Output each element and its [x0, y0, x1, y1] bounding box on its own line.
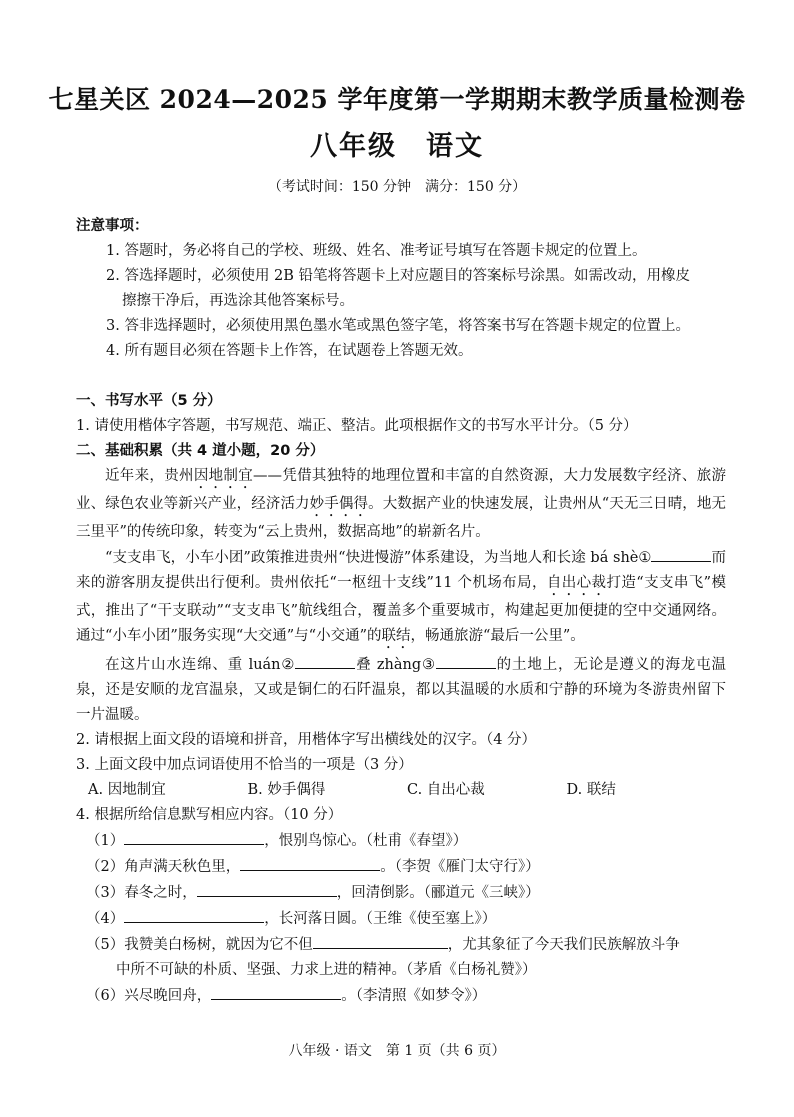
text-run: ，长河落日圆。（王维《使至塞上》）: [264, 911, 497, 927]
question-3-choices: [76, 778, 726, 803]
answer-blank-1[interactable]: [651, 545, 681, 562]
dotted-phrase: 因地制宜: [193, 468, 254, 484]
q4-item-4: [86, 906, 726, 932]
text-run: 近年来，贵州: [105, 468, 194, 484]
q4-item-1: [86, 828, 726, 854]
page-subtitle: 八年级 语文: [310, 131, 484, 162]
text-run: （4）: [86, 911, 125, 927]
section-1: [76, 389, 726, 1009]
answer-blank-1-cont[interactable]: [681, 545, 711, 562]
text-run: ，尤其象征了今天我们民族解放斗争: [447, 937, 680, 953]
passage-paragraph-1: [76, 464, 726, 545]
note-item-3: 3. 答非选择题时，必须使用黑色墨水笔或黑色签字笔，将答案书写在答题卡规定的位置上。: [106, 318, 690, 334]
text-run: 打造“支支串飞”模式，推出了“干支联动”“支支串飞”航线组合，覆盖多个重要城市，构建起更加便捷的空中交通网络。通过“小车小团”服务实现“大交通”与“小交通”的: [76, 575, 726, 644]
text-run: 叠 zhàng③: [355, 657, 436, 673]
note-item-1: 1. 答题时，务必将自己的学校、班级、姓名、准考证号填写在答题卡规定的位置上。: [106, 243, 647, 259]
text-run: “支支串飞，小车小团”政策推进贵州“快进慢游”体系建设，为当地人和长途 bá shè①: [105, 550, 652, 566]
text-run: （6）兴尽晚回舟，: [86, 988, 212, 1004]
answer-blank-q4-3[interactable]: [197, 880, 337, 897]
notes-section: [76, 214, 726, 364]
notes-heading: 注意事项：: [76, 218, 149, 234]
answer-blank-q4-4[interactable]: [124, 906, 264, 923]
q4-item-6: [86, 983, 726, 1009]
note-item-2: 2. 答选择题时，必须使用 2B 铅笔将答题卡上对应题目的答案标号涂黑。如需改动，用橡皮: [106, 268, 691, 284]
text-run: ，恨别鸟惊心。（杜甫《春望》）: [264, 833, 468, 849]
dotted-phrase: 联结: [381, 628, 411, 644]
choice-c[interactable]: C. 自出心裁: [407, 782, 485, 798]
exam-info: （考试时间：150 分钟 满分：150 分）: [267, 179, 527, 195]
note-item-2-cont: 擦擦干净后，再选涂其他答案标号。: [122, 293, 354, 309]
text-run: 。大数据产业的快速发展，让贵州从“天无三日晴，地无三里平”的传统印象，转变为“云上贵州，数据高地”的崭新名片。: [76, 496, 727, 540]
text-run: 。（李贺《雁门太守行》）: [380, 859, 540, 875]
passage-paragraph-3: [76, 652, 726, 728]
q4-item-5: [86, 932, 726, 958]
note-item-4: 4. 所有题目必须在答题卡上作答，在试题卷上答题无效。: [106, 343, 473, 359]
answer-blank-3[interactable]: [436, 652, 496, 669]
answer-blank-q4-5[interactable]: [313, 932, 448, 949]
question-4-items: [76, 828, 726, 1009]
text-run: ——凭借其独特的地理位置和丰富的自然资源，大力发展数字经济、旅游业、绿色农业等新兴产业，经济活力: [76, 468, 727, 512]
passage-paragraph-2: [76, 545, 726, 652]
text-run: ，畅通旅游“最后一公里”。: [410, 628, 585, 644]
choice-a[interactable]: A. 因地制宜: [88, 782, 166, 798]
text-run: ，回清倒影。（郦道元《三峡》）: [336, 885, 540, 901]
choice-b[interactable]: B. 妙手偶得: [247, 782, 326, 798]
dotted-phrase: 妙手偶得: [309, 496, 369, 512]
page-footer: 八年级 · 语文 第 1 页（共 6 页）: [288, 1043, 506, 1059]
text-run: （2）角声满天秋色里，: [86, 859, 241, 875]
choice-d[interactable]: D. 联结: [566, 782, 616, 798]
text-run: 而来的游客朋友提供出行便利。贵州依托“一枢纽十支线”11 个机场布局，: [76, 550, 726, 591]
dotted-phrase: 自出心裁: [546, 575, 607, 591]
text-run: （3）春冬之时，: [86, 885, 197, 901]
answer-blank-q4-1[interactable]: [124, 828, 264, 845]
text-run: 在这片山水连绵、重 luán②: [105, 657, 296, 673]
page-title: 七星关区 2024—2025 学年度第一学期期末教学质量检测卷: [48, 85, 746, 114]
text-run: （1）: [86, 833, 125, 849]
question-1: 1. 请使用楷体字答题，书写规范、端正、整洁。此项根据作文的书写水平计分。（5 分）: [76, 418, 638, 434]
answer-blank-q4-6[interactable]: [211, 983, 341, 1000]
answer-blank-2[interactable]: [295, 652, 355, 669]
text-run: 的土地上，无论是遵义的海龙屯温泉，还是安顺的龙宫温泉，又或是铜仁的石阡温泉，都以其温暖的水质和宁静的环境为冬游贵州留下一片温暖。: [76, 657, 726, 723]
q4-item-5-cont: 中所不可缺的朴质、坚强、力求上进的精神。（茅盾《白杨礼赞》）: [116, 962, 537, 978]
question-4: 4. 根据所给信息默写相应内容。（10 分）: [76, 807, 343, 823]
question-3: 3. 上面文段中加点词语使用不恰当的一项是（3 分）: [76, 757, 413, 773]
answer-blank-q4-2[interactable]: [240, 854, 380, 871]
section-1-heading: 一、书写水平（5 分）: [76, 393, 222, 409]
q4-item-2: [86, 854, 726, 880]
text-run: 。（李清照《如梦令》）: [341, 988, 487, 1004]
question-2: 2. 请根据上面文段的语境和拼音，用楷体字写出横线处的汉字。（4 分）: [76, 732, 537, 748]
q4-item-3: [86, 880, 726, 906]
text-run: （5）我赞美白杨树，就因为它不但: [86, 937, 313, 953]
section-2-heading: 二、基础积累（共 4 道小题，20 分）: [76, 443, 325, 459]
